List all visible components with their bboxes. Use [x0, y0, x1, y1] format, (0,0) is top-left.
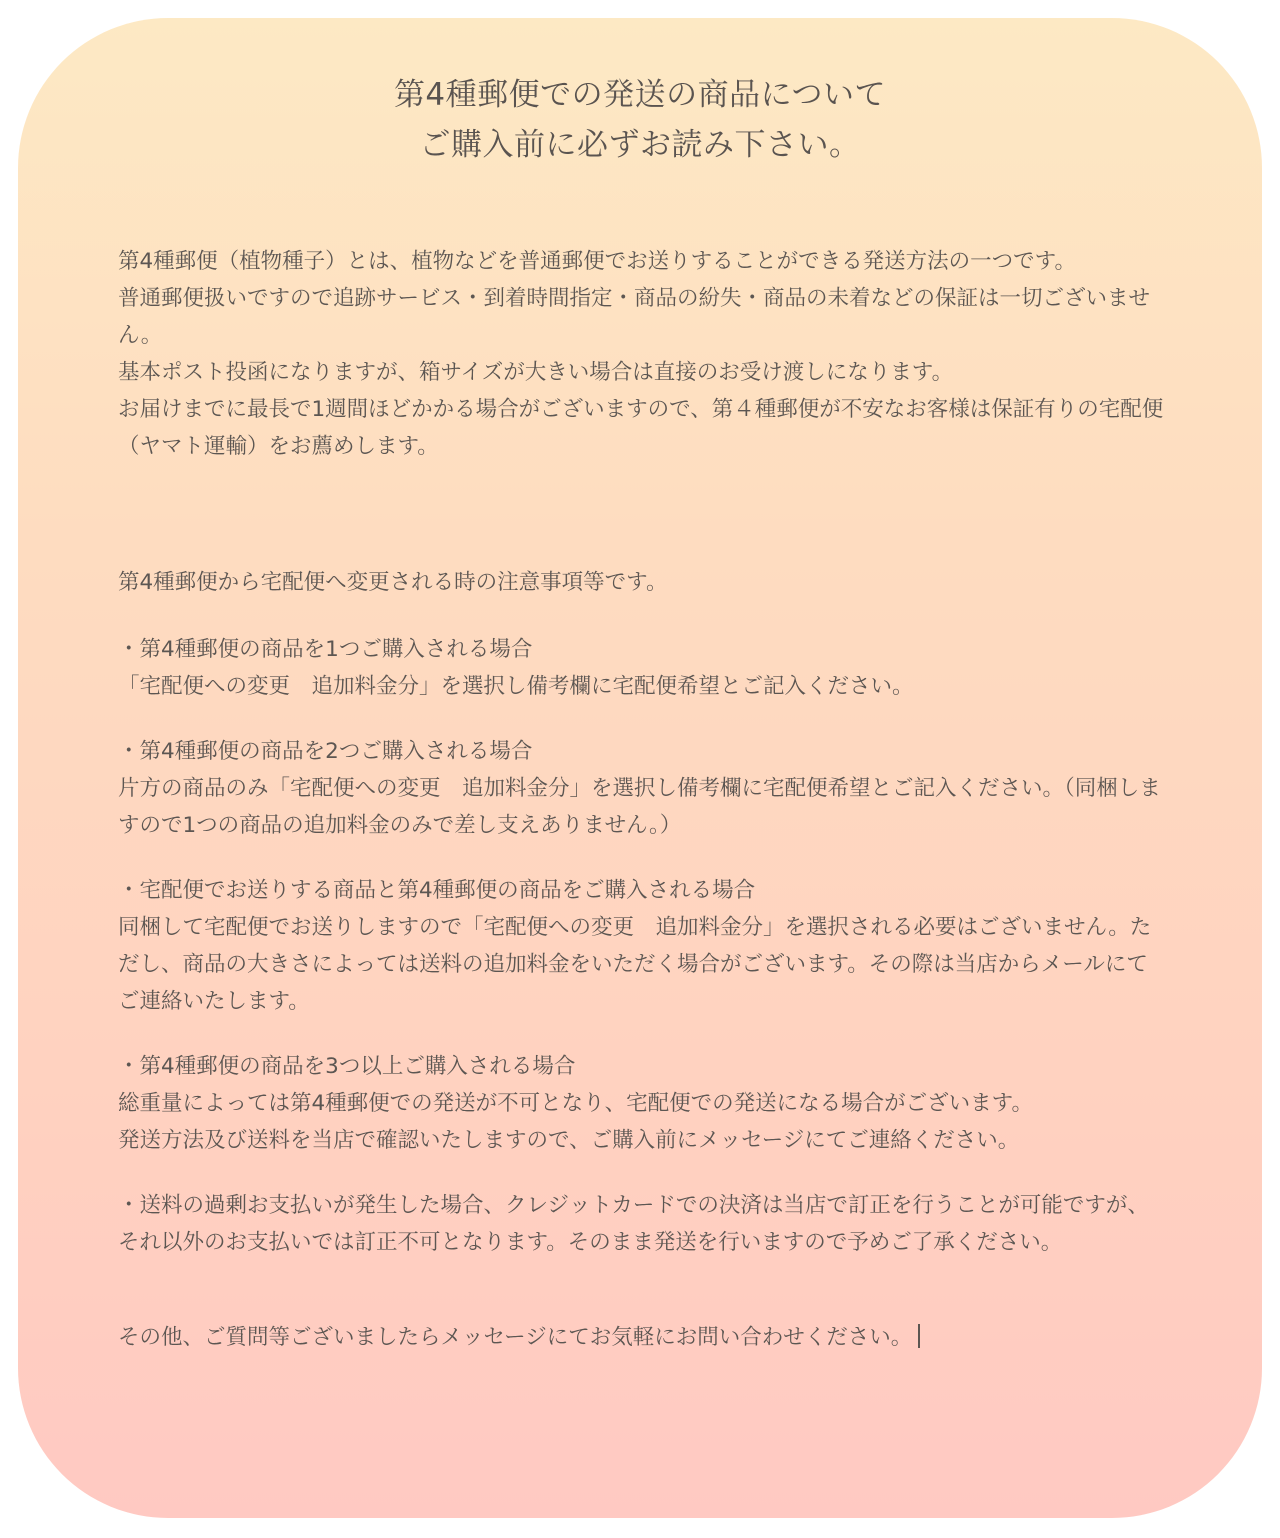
payment-note: ・送料の過剰お支払いが発生した場合、クレジットカードでの決済は当店で訂正を行うことが可能ですが、それ以外のお支払いでは訂正不可となります。そのまま発送を行いますので予めご了承ください。	[118, 1193, 1149, 1255]
closing-text: その他、ご質問等ございましたらメッセージにてお気軽にお問い合わせください。	[118, 1325, 913, 1350]
case-1-title: ・第4種郵便の商品を1つご購入される場合	[118, 637, 533, 662]
notice-card	[18, 18, 1262, 1518]
intro-paragraph-3: 基本ポスト投函になりますが、箱サイズが大きい場合は直接のお受け渡しになります。	[118, 360, 954, 385]
title-line-2: ご購入前に必ずお読み下さい。	[419, 127, 861, 163]
intro-paragraph-2: 普通郵便扱いですので追跡サービス・到着時間指定・商品の紛失・商品の未着などの保証は一切ございません。	[118, 286, 1151, 348]
case-2-body: 片方の商品のみ「宅配便への変更 追加料金分」を選択し備考欄に宅配便希望とご記入ください。（同梱しますので1つの商品の追加料金のみで差し支えありません。）	[118, 776, 1161, 838]
notes-heading: 第4種郵便から宅配便へ変更される時の注意事項等です。	[118, 570, 668, 595]
intro-paragraph-1: 第4種郵便（植物種子）とは、植物などを普通郵便でお送りすることができる発送方法の一つです。	[118, 249, 1076, 274]
case-2-title: ・第4種郵便の商品を2つご購入される場合	[118, 739, 533, 764]
notice-body	[118, 243, 1168, 1356]
case-3-title: ・宅配便でお送りする商品と第4種郵便の商品をご購入される場合	[118, 878, 756, 903]
title-line-1: 第4種郵便での発送の商品について	[393, 77, 887, 113]
case-1-body: 「宅配便への変更 追加料金分」を選択し備考欄に宅配便希望とご記入ください。	[118, 674, 914, 699]
case-4-title: ・第4種郵便の商品を3つ以上ご購入される場合	[118, 1054, 576, 1079]
case-3-body: 同梱して宅配便でお送りしますので「宅配便への変更 追加料金分」を選択される必要はございません。ただし、商品の大きさによっては送料の追加料金をいただく場合がございます。その際は当店からメールにてご連絡いたします。	[118, 915, 1152, 1014]
closing-line	[118, 1319, 1168, 1356]
case-4-body-1: 総重量によっては第4種郵便での発送が不可となり、宅配便での発送になる場合がございます。	[118, 1091, 1033, 1116]
intro-paragraph-4: お届けまでに最長で1週間ほどかかる場合がございますので、第４種郵便が不安なお客様は保証有りの宅配便（ヤマト運輸）をお薦めします。	[118, 397, 1164, 459]
case-4-body-2: 発送方法及び送料を当店で確認いたしますので、ご購入前にメッセージにてご連絡ください。	[118, 1128, 1020, 1153]
notice-title	[18, 70, 1262, 170]
text-cursor	[918, 1324, 920, 1348]
